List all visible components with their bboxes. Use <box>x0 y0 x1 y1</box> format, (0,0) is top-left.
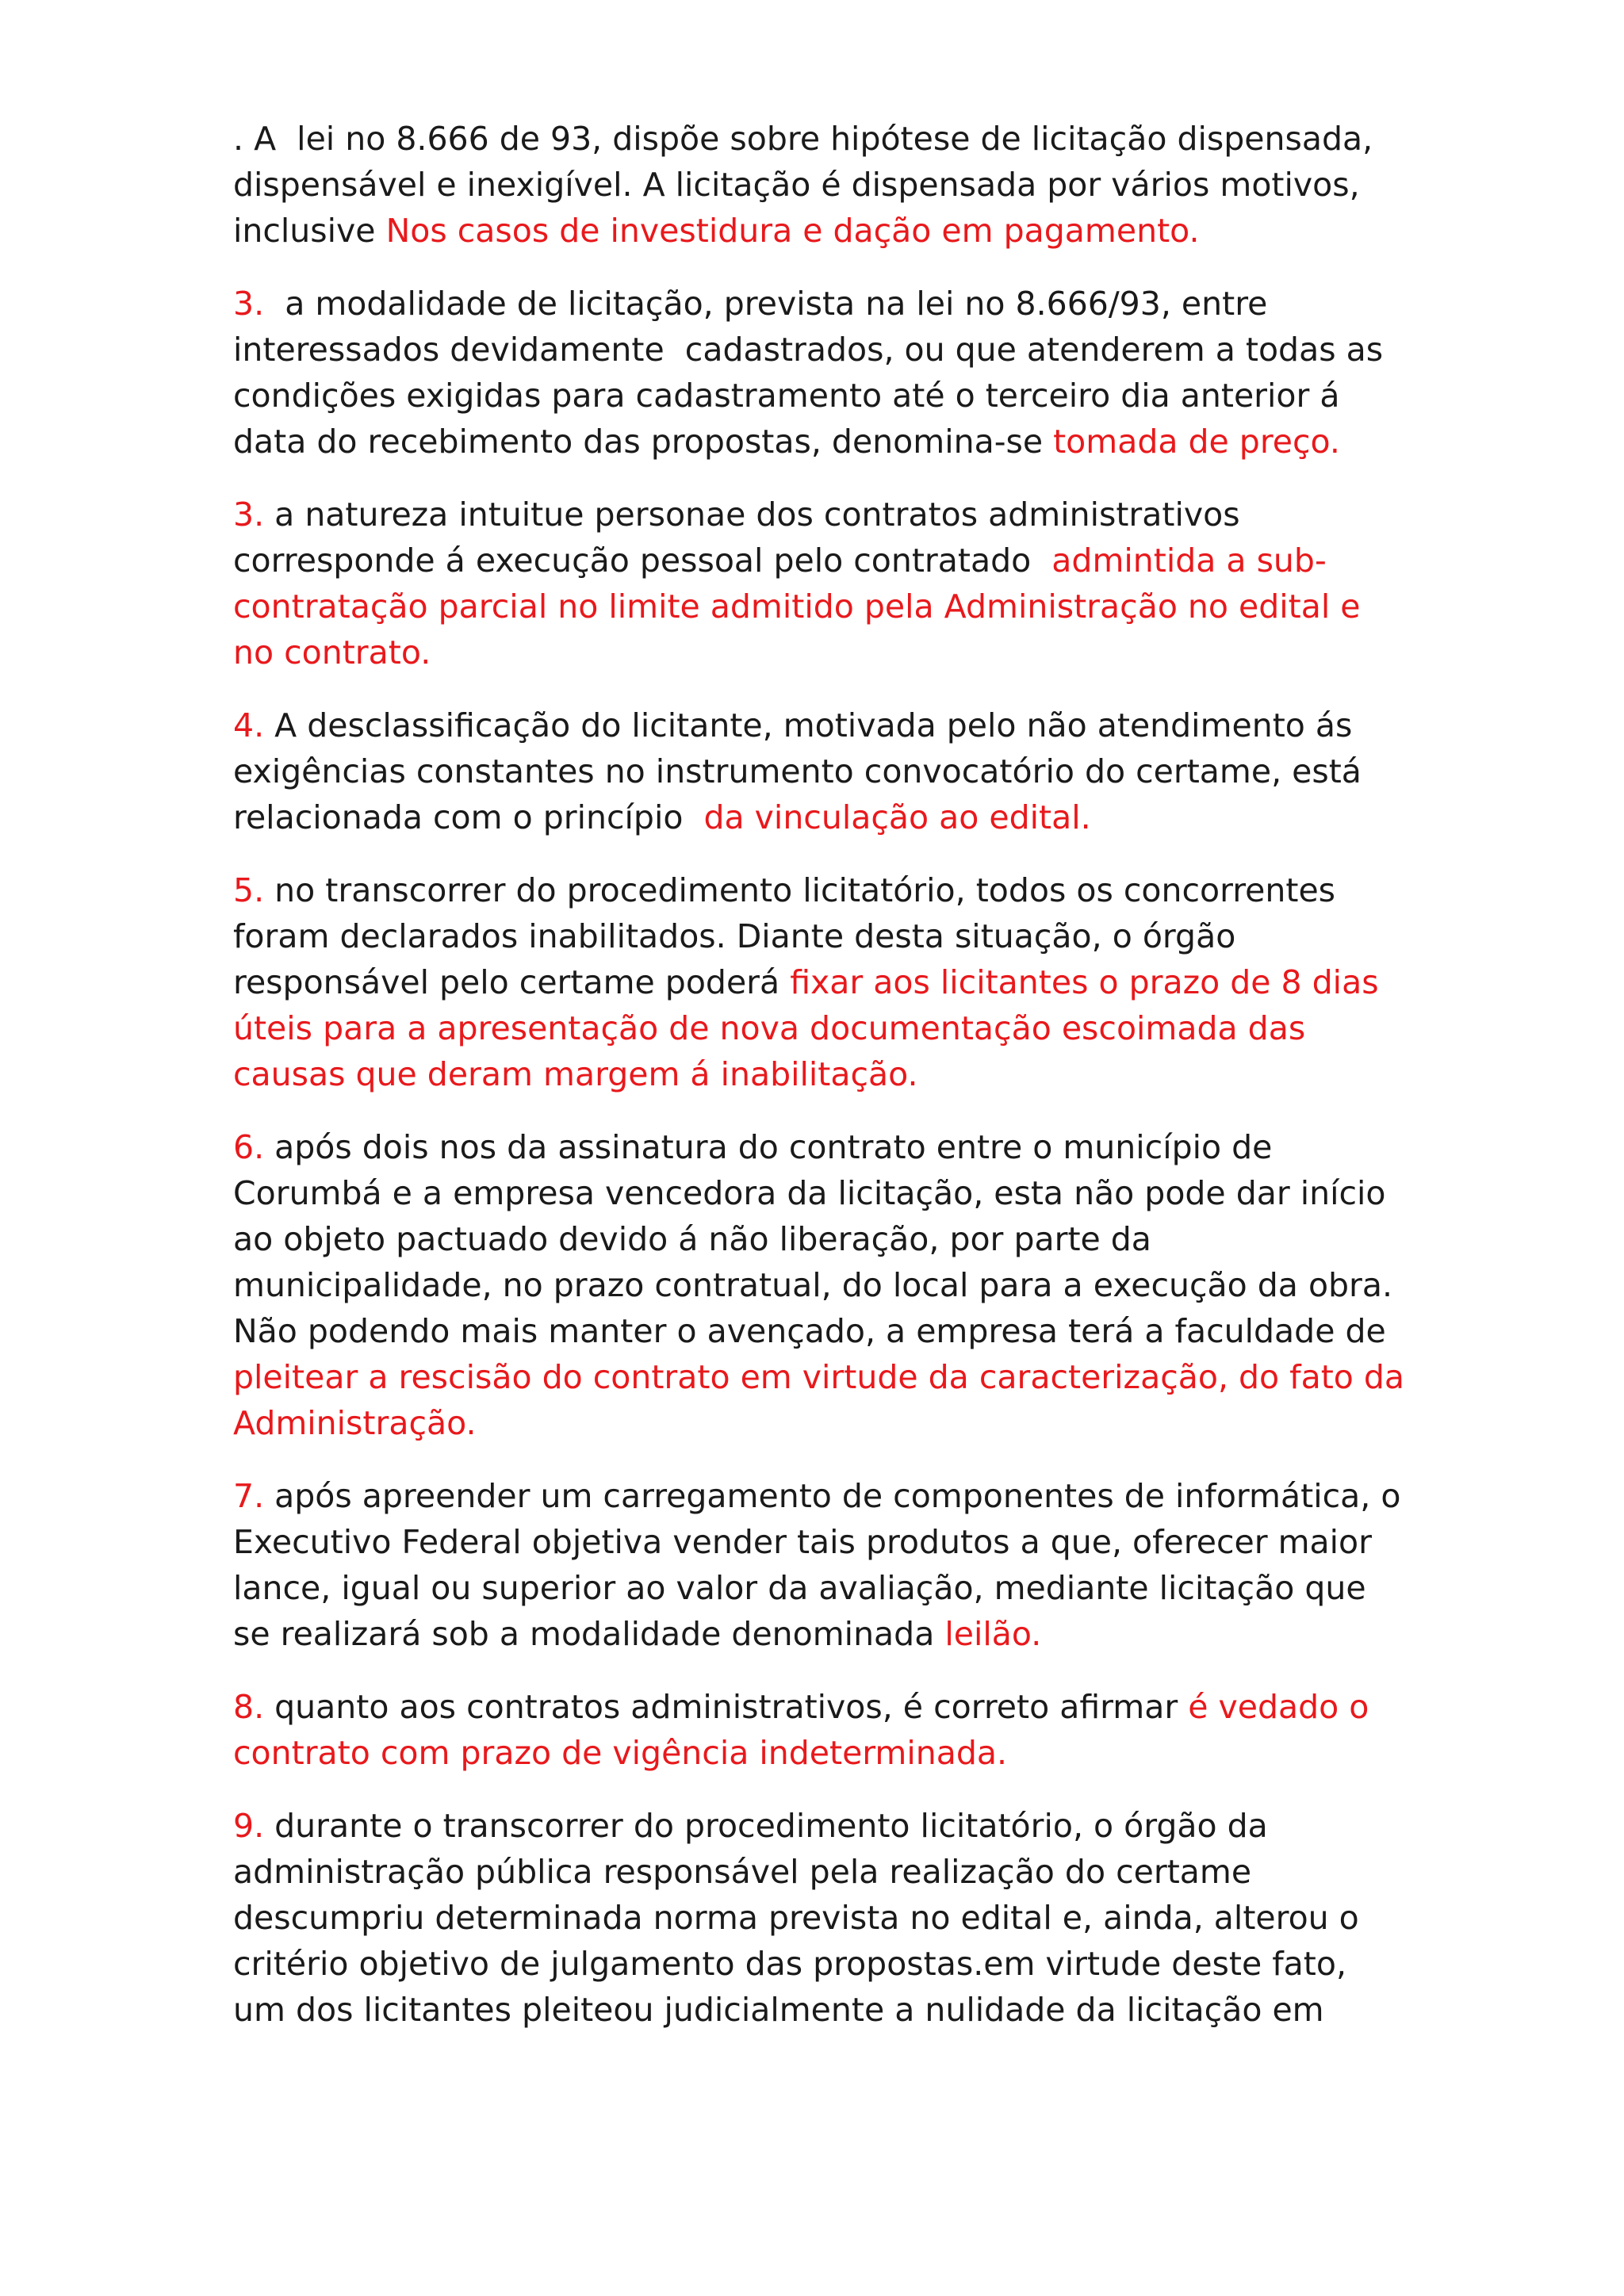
paragraph-intro <box>233 116 1407 254</box>
paragraph-number: 7. <box>233 1477 265 1515</box>
answer-text: da vinculação ao edital. <box>703 798 1091 836</box>
question-text: após apreender um carregamento de componentes de informática, o Executivo Federal objetiva vender tais produtos a que, oferecer maior lance, igual ou superior ao valor da avaliação, mediante licitação que se realizará sob a modalidade denominada <box>233 1477 1411 1653</box>
question-text: a natureza intuitue personae dos contratos administrativos corresponde á execução pessoal pelo contratado <box>233 496 1251 580</box>
paragraph-question <box>233 281 1407 465</box>
question-text: A desclassificação do licitante, motivada pelo não atendimento ás exigências constantes no instrumento convocatório do certame, está relacionada com o princípio <box>233 706 1372 836</box>
answer-text: é vedado o contrato com prazo de vigência indeterminada. <box>233 1688 1380 1772</box>
paragraph-question <box>233 867 1407 1097</box>
paragraph-number: 3. <box>233 285 265 323</box>
question-text: durante o transcorrer do procedimento licitatório, o órgão da administração pública responsável pela realização do certame descumpriu determinada norma prevista no edital e, ainda, alterou o critério objetivo de julgamento das propostas.em virtude deste fato, um dos licitantes pleiteou judicialmente a nulidade da licitação em <box>233 1807 1369 2029</box>
paragraph-question <box>233 1473 1411 1657</box>
question-text: . A lei no 8.666 de 93, dispõe sobre hipótese de licitação dispensada, dispensável e inexigível. A licitação é dispensada por vários motivos, inclusive <box>233 120 1384 250</box>
paragraph-number: 6. <box>233 1128 265 1166</box>
paragraph-number: 3. <box>233 496 265 534</box>
question-text: quanto aos contratos administrativos, é correto afirmar <box>264 1688 1189 1726</box>
document-body <box>233 116 1415 2060</box>
paragraph-question <box>233 1684 1407 1776</box>
question-text: a modalidade de licitação, prevista na lei no 8.666/93, entre interessados devidamente cadastrados, ou que atenderem a todas as condições exigidas para cadastramento até o terceiro dia anterior á data do recebimento das propostas, denomina-se <box>233 285 1394 461</box>
paragraph-question <box>233 1124 1415 1446</box>
answer-text: tomada de preço. <box>1053 423 1340 461</box>
answer-text: Nos casos de investidura e dação em pagamento. <box>385 212 1200 250</box>
paragraph-number: 4. <box>233 706 265 744</box>
answer-text: fixar aos licitantes o prazo de 8 dias úteis para a apresentação de nova documentação escoimada das causas que deram margem á inabilitação. <box>233 963 1389 1093</box>
paragraph-number: 8. <box>233 1688 265 1726</box>
question-text: após dois nos da assinatura do contrato entre o município de Corumbá e a empresa vencedora da licitação, esta não pode dar início ao objeto pactuado devido á não liberação, por parte da municipalidade, no prazo contratual, do local para a execução da obra. Não podendo mais manter o avençado, a empresa terá a faculdade de <box>233 1128 1404 1350</box>
answer-text: admintida a sub-contratação parcial no limite admitido pela Administração no edital e no contrato. <box>233 541 1371 672</box>
paragraph-number: 9. <box>233 1807 265 1845</box>
answer-text: leilão. <box>944 1615 1042 1653</box>
paragraph-question <box>233 1803 1407 2033</box>
question-text: no transcorrer do procedimento licitatório, todos os concorrentes foram declarados inabilitados. Diante desta situação, o órgão responsável pelo certame poderá <box>233 871 1346 1001</box>
paragraph-number: 5. <box>233 871 265 909</box>
answer-text: pleitear a rescisão do contrato em virtude da caracterização, do fato da Administração. <box>233 1358 1415 1442</box>
paragraph-question <box>233 702 1407 840</box>
paragraph-question <box>233 492 1407 675</box>
